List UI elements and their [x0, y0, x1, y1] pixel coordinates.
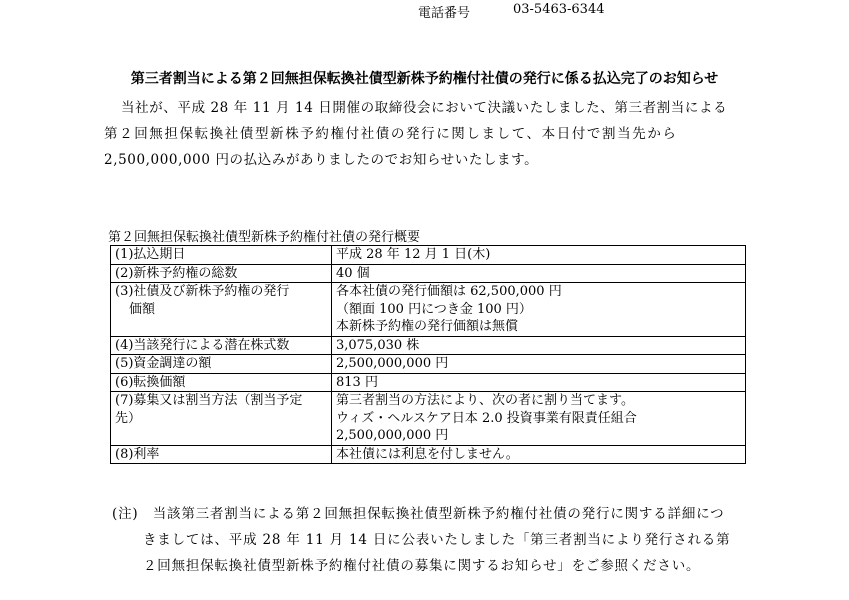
note-line-2: きましては、平成 28 年 11 月 14 日に公表いたしました「第三者割当により発行される第	[143, 532, 731, 548]
body-line-3: 2,500,000,000 円の払込みがありましたのでお知らせいたします。	[104, 152, 539, 168]
table-row	[111, 355, 746, 374]
note-line-1: (注) 当該第三者割当による第２回無担保転換社債型新株予約権付社債の発行に関する詳細につ	[112, 506, 725, 522]
table-row	[111, 264, 746, 283]
body-line-1: 当社が、平成 28 年 11 月 14 日開催の取締役会において決議いたしました、第三者割当による	[121, 100, 728, 116]
cell-line: 価額	[129, 301, 156, 317]
table-caption: 第２回無担保転換社債型新株予約権付社債の発行概要	[108, 230, 421, 245]
cell-line: (8)利率	[115, 446, 160, 462]
cell-line: 40 個	[336, 265, 370, 281]
row-label	[111, 336, 332, 355]
cell-line: 各本社債の発行価額は 62,500,000 円	[336, 284, 562, 299]
cell-line: 813 円	[336, 374, 378, 390]
table-row	[111, 373, 746, 392]
row-value	[332, 355, 746, 374]
table-row	[111, 392, 746, 446]
row-value	[332, 445, 746, 464]
row-value	[332, 246, 746, 265]
row-label	[111, 355, 332, 374]
row-value	[332, 336, 746, 355]
cell-line: 2,500,000,000 円	[336, 356, 449, 371]
phone-number: 03-5463-6344	[513, 2, 605, 17]
cell-line: 本新株予約権の発行価額は無償	[336, 319, 519, 334]
cell-line: 3,075,030 株	[336, 337, 420, 353]
cell-line: (7)募集又は割当方法（割当予定	[115, 393, 303, 408]
row-value	[332, 264, 746, 283]
cell-line: (3)社債及び新株予約権の発行	[115, 284, 290, 299]
phone-label: 電話番号	[418, 6, 471, 21]
issuance-summary-table	[110, 245, 746, 464]
row-label	[111, 246, 332, 265]
table-row	[111, 445, 746, 464]
row-label	[111, 392, 332, 446]
body-line-2: 第２回無担保転換社債型新株予約権付社債の発行に関しまして、本日付で割当先から	[104, 126, 678, 142]
cell-line: (1)払込期日	[115, 247, 186, 262]
row-value	[332, 283, 746, 337]
row-label	[111, 283, 332, 337]
cell-line: 先）	[115, 410, 142, 426]
note-line-3: ２回無担保転換社債型新株予約権付社債の募集に関するお知らせ」をご参照ください。	[143, 558, 701, 574]
table-row	[111, 246, 746, 265]
row-value	[332, 373, 746, 392]
cell-line: (5)資金調達の額	[115, 356, 212, 371]
cell-line: 平成 28 年 12 月 1 日(木)	[336, 247, 491, 262]
cell-line: ウィズ・ヘルスケア日本 2.0 投資事業有限責任組合	[336, 410, 637, 426]
row-label	[111, 373, 332, 392]
table-row	[111, 336, 746, 355]
row-label	[111, 264, 332, 283]
row-value	[332, 392, 746, 446]
cell-line: (6)転換価額	[115, 374, 186, 390]
cell-line: （額面 100 円につき金 100 円）	[336, 301, 532, 317]
cell-line: (2)新株予約権の総数	[115, 265, 238, 281]
table-row	[111, 283, 746, 337]
cell-line: 第三者割当の方法により、次の者に割り当てます。	[336, 393, 634, 408]
row-label	[111, 445, 332, 464]
cell-line: 2,500,000,000 円	[336, 428, 449, 443]
cell-line: (4)当該発行による潜在株式数	[115, 337, 290, 353]
cell-line: 本社債には利息を付しません。	[336, 446, 519, 462]
document-title: 第三者割当による第２回無担保転換社債型新株予約権付社債の発行に係る払込完了のお知らせ	[130, 71, 719, 87]
